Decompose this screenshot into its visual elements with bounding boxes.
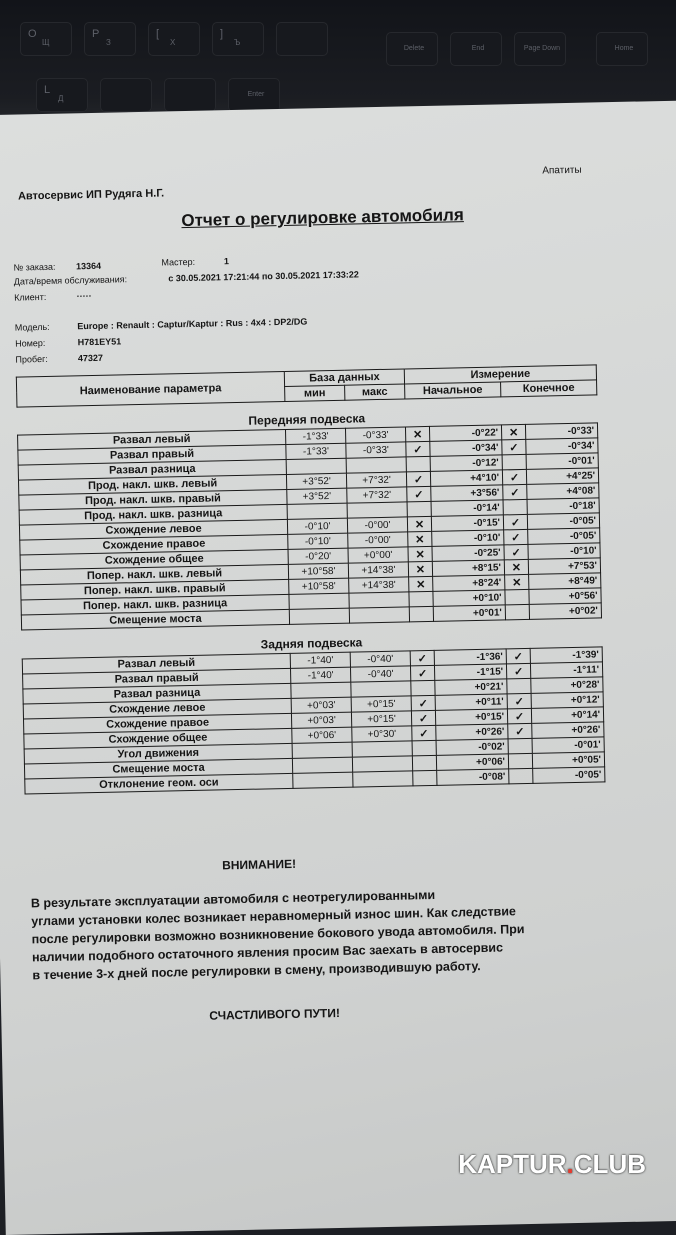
- final-value: +4°08': [527, 483, 599, 500]
- initial-value: +0°06': [436, 754, 508, 771]
- mileage-label: Пробег:: [15, 353, 48, 365]
- initial-status-mark: [409, 591, 433, 606]
- final-value: -1°11': [530, 662, 602, 679]
- initial-value: +8°24': [433, 575, 505, 592]
- initial-value: +0°15': [435, 709, 507, 726]
- mileage-row: [15, 353, 103, 365]
- front-suspension-title: Передняя подвеска: [248, 411, 366, 428]
- attention-line: в течение 3-х дней после регулировки в смену, производившую работу.: [32, 958, 481, 983]
- keyboard-key: Р З: [84, 22, 136, 56]
- keyboard-key: О Щ: [20, 22, 72, 56]
- final-value: -0°34': [526, 438, 598, 455]
- initial-status-mark: ✓: [410, 650, 434, 665]
- keyboard-key: L Д: [36, 78, 88, 112]
- final-value: +0°56': [529, 588, 601, 605]
- final-status-mark: [509, 768, 533, 783]
- final-status-mark: ✕: [504, 559, 528, 574]
- db-max: -0°40': [350, 666, 410, 682]
- keyboard-key: [ Х: [148, 22, 200, 56]
- final-status-mark: [507, 678, 531, 693]
- measurement-header: Измерение: [404, 365, 596, 384]
- initial-value: -0°25': [432, 545, 504, 562]
- rear-suspension-table: [22, 646, 606, 794]
- initial-value: -0°15': [431, 515, 503, 532]
- attention-text: [31, 882, 633, 985]
- db-max: +7°32': [347, 487, 407, 503]
- db-min: [292, 742, 352, 758]
- initial-status-mark: [413, 770, 437, 785]
- city-label: Апатиты: [542, 164, 582, 177]
- final-status-mark: ✓: [506, 663, 530, 678]
- initial-status-mark: [412, 755, 436, 770]
- param-name: Развал правый: [23, 668, 291, 689]
- final-value: +8°49': [529, 573, 601, 590]
- initial-value: +0°11': [435, 694, 507, 711]
- front-suspension-table: [17, 422, 602, 630]
- db-min: [289, 593, 349, 609]
- initial-status-mark: ✓: [410, 665, 434, 680]
- keyboard-key-delete: Delete: [386, 32, 438, 66]
- final-value: -0°05': [533, 767, 605, 784]
- datetime-row: [14, 269, 359, 286]
- final-value: +0°05': [532, 752, 604, 769]
- initial-status-mark: ✓: [406, 471, 430, 486]
- final-header: Конечное: [501, 380, 597, 397]
- db-max: [347, 502, 407, 518]
- db-min: -1°33': [285, 428, 345, 444]
- initial-value: +0°01': [433, 605, 505, 622]
- vehicle-mileage: 47327: [77, 352, 104, 364]
- initial-status-mark: ✓: [407, 486, 431, 501]
- client-value: ·····: [76, 290, 92, 302]
- keyboard-key-end: End: [450, 32, 502, 66]
- final-value: +0°02': [529, 603, 601, 620]
- initial-status-mark: [409, 606, 433, 621]
- db-max: +7°32': [346, 472, 406, 488]
- keyboard-key-enter: Enter: [228, 78, 280, 112]
- db-min: [292, 757, 352, 773]
- param-name: Схождение левое: [19, 519, 287, 540]
- param-name: Развал левый: [18, 429, 286, 450]
- final-status-mark: ✓: [507, 693, 531, 708]
- company-name: Автосервис ИП Рудяга Н.Г.: [17, 187, 165, 203]
- initial-value: +4°10': [430, 470, 502, 487]
- final-status-mark: [503, 499, 527, 514]
- initial-value: -0°10': [432, 530, 504, 547]
- model-label: Модель:: [14, 321, 50, 333]
- final-value: +7°53': [528, 558, 600, 575]
- param-name: Попер. накл. шкв. правый: [21, 579, 289, 600]
- final-status-mark: ✓: [502, 439, 526, 454]
- param-name: Прод. накл. шкв. правый: [19, 489, 287, 510]
- final-value: +0°28': [531, 677, 603, 694]
- db-max: +0°15': [351, 696, 411, 712]
- initial-status-mark: ✕: [408, 531, 432, 546]
- initial-status-mark: ✕: [408, 561, 432, 576]
- initial-status-mark: [407, 501, 431, 516]
- client-row: [14, 291, 92, 303]
- db-max: -0°00': [347, 517, 407, 533]
- initial-value: -0°22': [429, 425, 501, 442]
- final-value: -1°39': [530, 647, 602, 664]
- param-name: Развал разница: [18, 459, 286, 480]
- db-max: -0°33': [346, 442, 406, 458]
- param-name: Схождение общее: [24, 728, 292, 749]
- db-min: +3°52': [286, 473, 346, 489]
- final-status-mark: ✓: [504, 529, 528, 544]
- final-status-mark: ✕: [501, 424, 525, 439]
- final-value: -0°05': [527, 513, 599, 530]
- final-value: +0°12': [531, 692, 603, 709]
- db-max: [349, 607, 409, 623]
- db-min: +0°06': [292, 727, 352, 743]
- initial-status-mark: ✓: [411, 695, 435, 710]
- db-min: +3°52': [287, 488, 347, 504]
- attention-heading: ВНИМАНИЕ!: [221, 856, 297, 873]
- param-name: Развал левый: [22, 653, 290, 674]
- attention-line: В результате эксплуатации автомобиля с неотрегулированными: [30, 887, 436, 911]
- db-max: [349, 592, 409, 608]
- final-value: -0°33': [525, 423, 597, 440]
- db-max: [352, 756, 412, 772]
- initial-value: -0°02': [436, 739, 508, 756]
- vehicle-plate: H781EY51: [77, 336, 122, 348]
- initial-value: +3°56': [431, 485, 503, 502]
- final-status-mark: ✓: [508, 723, 532, 738]
- db-max: -0°00': [348, 532, 408, 548]
- param-name: Схождение правое: [24, 713, 292, 734]
- initial-value: -0°08': [437, 769, 509, 786]
- initial-value: +8°15': [432, 560, 504, 577]
- keyboard-key-home: Home: [596, 32, 648, 66]
- initial-status-mark: ✓: [411, 710, 435, 725]
- watermark-dot: .: [566, 1149, 574, 1179]
- keyboard-key: ] Ъ: [212, 22, 264, 56]
- initial-status-mark: ✕: [409, 576, 433, 591]
- final-value: -0°01': [526, 453, 598, 470]
- param-name: Схождение левое: [23, 698, 291, 719]
- param-name: Схождение общее: [20, 549, 288, 570]
- order-number-label: № заказа:: [13, 261, 56, 273]
- report-content: [11, 139, 641, 1023]
- final-status-mark: ✓: [502, 469, 526, 484]
- master-label: Мастер:: [161, 256, 196, 268]
- param-name: Попер. накл. шкв. разница: [21, 594, 289, 615]
- db-max: [352, 741, 412, 757]
- final-value: -0°10': [528, 543, 600, 560]
- keyboard-key: [164, 78, 216, 112]
- db-min: -0°10': [288, 533, 348, 549]
- initial-status-mark: [406, 456, 430, 471]
- report-title: Отчет о регулировке автомобиля: [181, 205, 464, 231]
- final-status-mark: ✓: [507, 708, 531, 723]
- db-max: [353, 771, 413, 787]
- final-status-mark: [505, 589, 529, 604]
- final-status-mark: ✓: [503, 514, 527, 529]
- final-status-mark: [508, 753, 532, 768]
- keyboard-key: [276, 22, 328, 56]
- final-value: +0°14': [531, 707, 603, 724]
- db-min: [289, 608, 349, 624]
- param-name: Прод. накл. шкв. разница: [19, 504, 287, 525]
- watermark-brand: KAPTUR: [458, 1149, 567, 1179]
- db-min: [291, 682, 351, 698]
- db-min: +10°58': [288, 563, 348, 579]
- master-row: [161, 256, 229, 267]
- final-status-mark: ✓: [504, 544, 528, 559]
- final-value: +0°26': [532, 722, 604, 739]
- db-max: +14°38': [348, 562, 408, 578]
- site-watermark: [458, 1149, 646, 1180]
- model-row: [15, 316, 308, 332]
- param-header: Наименование параметра: [16, 371, 285, 407]
- param-name: Прод. накл. шкв. левый: [18, 474, 286, 495]
- report-paper: [0, 101, 676, 1235]
- final-status-mark: [508, 738, 532, 753]
- initial-value: +0°21': [435, 679, 507, 696]
- initial-value: +0°26': [436, 724, 508, 741]
- max-header: макс: [345, 384, 405, 400]
- keyboard-key-page-down: Page Down: [514, 32, 566, 66]
- db-max: +0°15': [351, 711, 411, 727]
- db-max: [346, 457, 406, 473]
- attention-line: после регулировки возможно возникновение бокового увода автомобиля. При: [31, 922, 525, 947]
- initial-header: Начальное: [405, 382, 501, 399]
- final-value: -0°05': [528, 528, 600, 545]
- attention-line: углами установки колес возникает неравномерный износ шин. Как следствие: [31, 904, 517, 929]
- database-header: База данных: [284, 369, 404, 387]
- initial-value: -0°14': [431, 500, 503, 517]
- order-number: 13364: [75, 260, 102, 272]
- param-name: Развал правый: [18, 444, 286, 465]
- plate-row: [15, 336, 121, 348]
- final-status-mark: ✓: [506, 648, 530, 663]
- db-min: -1°40': [290, 652, 350, 668]
- datetime-label: Дата/время обслуживания:: [13, 274, 128, 287]
- db-min: [293, 772, 353, 788]
- db-min: -0°20': [288, 548, 348, 564]
- initial-value: -1°36': [434, 649, 506, 666]
- db-min: [286, 458, 346, 474]
- master-value: 1: [223, 256, 230, 267]
- db-min: -1°33': [286, 443, 346, 459]
- keyboard-key: [100, 78, 152, 112]
- final-value: +4°25': [526, 468, 598, 485]
- plate-label: Номер:: [15, 337, 46, 349]
- initial-status-mark: ✕: [405, 426, 429, 441]
- db-max: +0°00': [348, 547, 408, 563]
- final-status-mark: [505, 604, 529, 619]
- param-name: Попер. накл. шкв. левый: [20, 564, 288, 585]
- db-min: -0°10': [287, 518, 347, 534]
- db-max: +0°30': [352, 726, 412, 742]
- db-min: +0°03': [291, 697, 351, 713]
- final-status-mark: ✕: [505, 574, 529, 589]
- farewell-text: СЧАСТЛИВОГО ПУТИ!: [209, 1005, 341, 1023]
- param-name: Развал разница: [23, 683, 291, 704]
- initial-status-mark: ✓: [412, 725, 436, 740]
- order-number-row: [13, 261, 101, 273]
- rear-suspension-title: Задняя подвеска: [260, 635, 363, 652]
- final-status-mark: ✓: [503, 484, 527, 499]
- initial-status-mark: ✓: [406, 441, 430, 456]
- service-datetime: с 30.05.2021 17:21:44 по 30.05.2021 17:33:22: [168, 269, 359, 284]
- db-max: +14°38': [349, 577, 409, 593]
- db-min: +0°03': [291, 712, 351, 728]
- initial-status-mark: [412, 740, 436, 755]
- final-status-mark: [502, 454, 526, 469]
- initial-status-mark: ✕: [407, 516, 431, 531]
- client-label: Клиент:: [14, 291, 47, 303]
- attention-line: наличии подобного остаточного явления просим Вас заехать в автосервис: [31, 940, 504, 965]
- initial-value: -1°15': [434, 664, 506, 681]
- param-name: Схождение правое: [20, 534, 288, 555]
- initial-value: -0°12': [430, 455, 502, 472]
- final-value: -0°18': [527, 498, 599, 515]
- final-value: -0°01': [532, 737, 604, 754]
- initial-status-mark: ✕: [408, 546, 432, 561]
- initial-value: -0°34': [430, 440, 502, 457]
- min-header: мин: [285, 385, 345, 401]
- param-name: Угол движения: [24, 743, 292, 764]
- param-name: Смещение моста: [24, 758, 292, 779]
- db-max: -0°33': [345, 427, 405, 443]
- initial-value: +0°10': [433, 590, 505, 607]
- watermark-suffix: CLUB: [573, 1149, 646, 1179]
- db-max: -0°40': [350, 651, 410, 667]
- initial-status-mark: [411, 680, 435, 695]
- db-min: +10°58': [289, 578, 349, 594]
- param-name: Смещение моста: [21, 609, 289, 630]
- db-max: [351, 681, 411, 697]
- table-header: [16, 364, 598, 407]
- db-min: -1°40': [290, 667, 350, 683]
- param-name: Отклонение геом. оси: [25, 773, 293, 794]
- db-min: [287, 503, 347, 519]
- vehicle-model: Europe : Renault : Captur/Kaptur : Rus : 4x4 : DP2/DG: [77, 316, 308, 332]
